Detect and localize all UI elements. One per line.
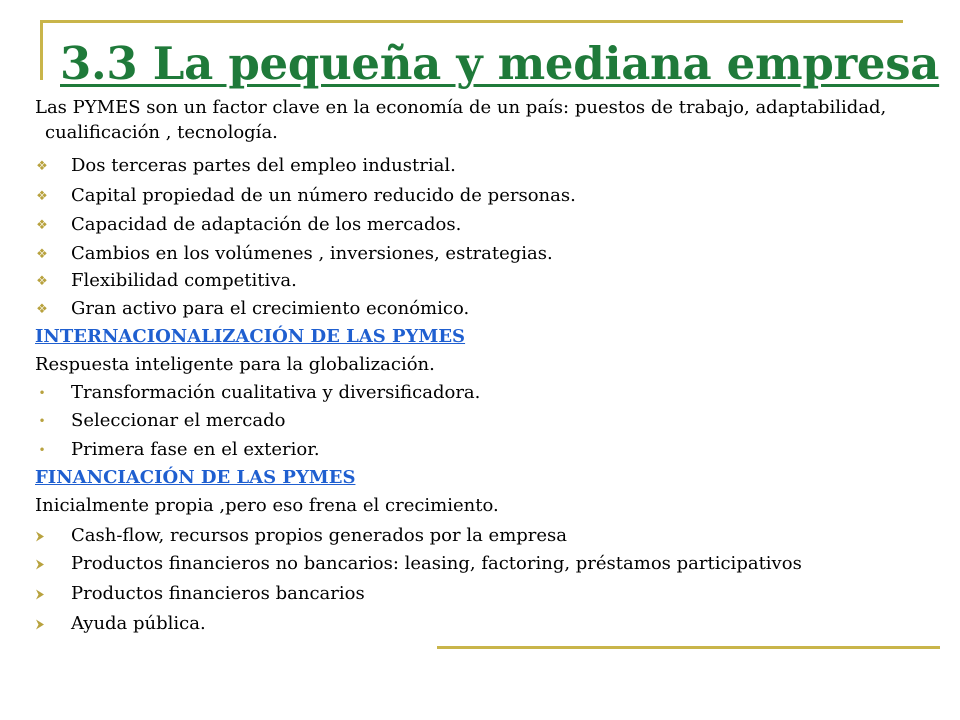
list-item: ❖ Dos terceras partes del empleo industrial. <box>36 155 456 176</box>
frame-top-line <box>40 20 903 23</box>
intro-line-1: Las PYMES son un factor clave en la economía de un país: puestos de trabajo, adaptabilidad, <box>35 97 887 118</box>
list-item: • Transformación cualitativa y diversificadora. <box>71 383 480 403</box>
arrow-bullet-icon <box>35 526 49 542</box>
list-item: ❖ Capital propiedad de un número reducido de personas. <box>36 185 576 206</box>
intro-line-2: cualificación , tecnología. <box>45 122 278 143</box>
list-item: Productos financieros no bancarios: leasing, factoring, préstamos participativos <box>71 554 802 574</box>
diamond-bullet-icon: ❖ <box>36 247 48 262</box>
arrow-bullet-icon <box>35 614 49 630</box>
diamond-bullet-icon: ❖ <box>36 189 48 204</box>
arrow-bullet-icon <box>35 554 49 570</box>
list-item: Cash-flow, recursos propios generados por la empresa <box>71 526 567 546</box>
diamond-bullet-icon: ❖ <box>36 218 48 233</box>
internationalization-text: Respuesta inteligente para la globalización. <box>35 354 435 375</box>
list-item: ❖ Capacidad de adaptación de los mercados. <box>36 214 462 235</box>
list-item: ❖ Cambios en los volúmenes , inversiones, estrategias. <box>36 243 553 264</box>
frame-left-line <box>40 20 43 80</box>
diamond-bullet-icon: ❖ <box>36 302 48 317</box>
diamond-bullet-icon: ❖ <box>36 274 48 289</box>
dot-bullet-icon: • <box>38 386 46 400</box>
list-item: ❖ Flexibilidad competitiva. <box>36 270 297 291</box>
list-item: • Seleccionar el mercado <box>71 411 285 431</box>
list-item: Productos financieros bancarios <box>71 584 365 604</box>
financing-heading-link[interactable]: FINANCIACIÓN DE LAS PYMES <box>35 467 356 488</box>
frame-bottom-line <box>437 646 940 649</box>
dot-bullet-icon: • <box>38 443 46 457</box>
diamond-bullet-icon: ❖ <box>36 159 48 174</box>
dot-bullet-icon: • <box>38 414 46 428</box>
internationalization-heading-link[interactable]: INTERNACIONALIZACIÓN DE LAS PYMES <box>35 326 466 347</box>
financing-text: Inicialmente propia ,pero eso frena el crecimiento. <box>35 495 499 516</box>
list-item: Ayuda pública. <box>71 614 206 634</box>
slide-title: 3.3 La pequeña y mediana empresa <box>60 37 940 90</box>
list-item: • Primera fase en el exterior. <box>71 440 320 460</box>
arrow-bullet-icon <box>35 584 49 600</box>
list-item: ❖ Gran activo para el crecimiento económico. <box>36 298 470 319</box>
